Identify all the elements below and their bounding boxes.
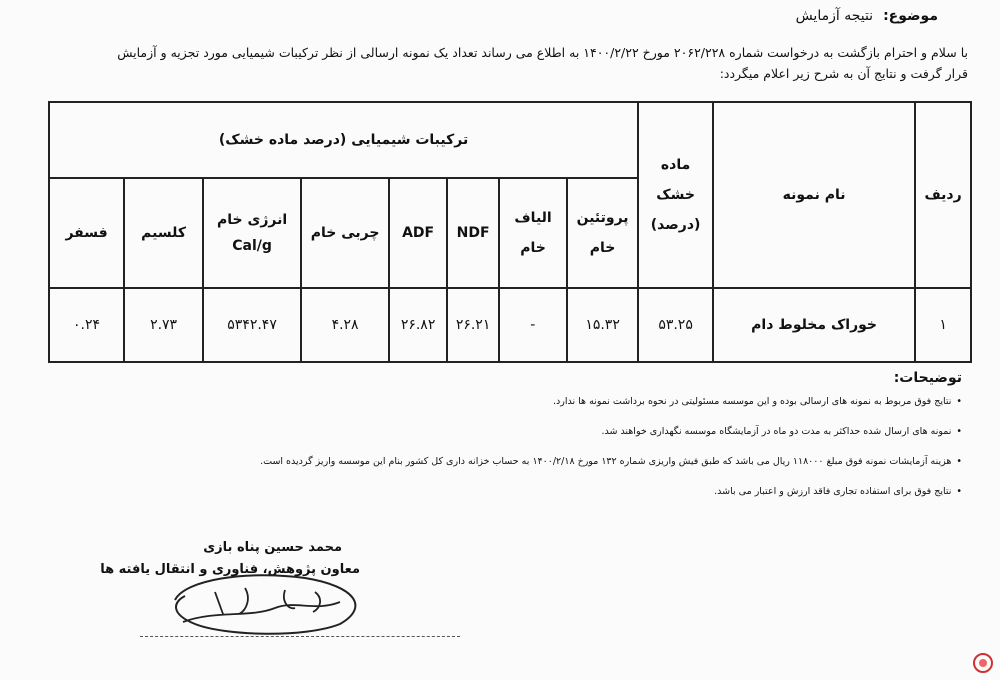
note-item: • نمونه های ارسال شده حداکثر به مدت دو ماه در آزمایشگاه موسسه نگهداری خواهند شد. <box>102 426 962 438</box>
results-table <box>48 101 972 363</box>
subject-value: نتیجه آزمایش <box>795 8 874 24</box>
cell-calcium: ۲.۷۳ <box>124 288 203 362</box>
notes-title: توضیحات: <box>893 370 962 386</box>
header-gross-energy <box>203 178 301 288</box>
note-item: • نتایج فوق مربوط به نمونه های ارسالی بوده و این موسسه مسئولیتی در نحوه برداشت نمونه ها ندارد. <box>102 396 962 408</box>
header-calcium: کلسیم <box>124 178 203 288</box>
cell-row-no: ۱ <box>915 288 971 362</box>
institute-logo-icon <box>972 652 994 674</box>
header-gross-energy-label: انرژی خام <box>217 212 288 228</box>
header-adf: ADF <box>389 178 447 288</box>
header-chemical-composition: ترکیبات شیمیایی (درصد ماده خشک) <box>49 102 638 178</box>
cell-adf: ۲۶.۸۲ <box>389 288 447 362</box>
notes-list <box>102 396 962 516</box>
cell-crude-fiber: - <box>499 288 567 362</box>
header-crude-fat: چربی خام <box>301 178 389 288</box>
handwritten-signature <box>155 552 385 642</box>
signature-baseline <box>140 636 460 637</box>
cell-gross-energy: ۵۳۴۲.۴۷ <box>203 288 301 362</box>
intro-line-2: قرار گرفت و نتایج آن به شرح زیر اعلام میگردد: <box>719 66 968 81</box>
subject-label: موضوع: <box>883 8 938 24</box>
header-phosphorus: فسفر <box>49 178 124 288</box>
header-row-no: ردیف <box>915 102 971 288</box>
header-crude-protein: پروتئین خام <box>567 178 638 288</box>
cell-sample-name: خوراک مخلوط دام <box>713 288 915 362</box>
signatory-name: محمد حسین پناه بازی <box>203 540 342 555</box>
header-crude-fiber: الیاف خام <box>499 178 567 288</box>
cell-dry-matter: ۵۳.۲۵ <box>638 288 713 362</box>
header-ndf: NDF <box>447 178 499 288</box>
header-gross-energy-unit: Cal/g <box>232 238 272 254</box>
cell-crude-fat: ۴.۲۸ <box>301 288 389 362</box>
intro-line-1: با سلام و احترام بازگشت به درخواست شماره ۲۰۶۲/۲۲۸ مورخ ۱۴۰۰/۲/۲۲ به اطلاع می رساند تعداد یک نمونه ارسالی از نظر ترکیبات شیمیایی مورد تجزیه و آزمایش <box>117 45 968 60</box>
header-sample-name: نام نمونه <box>713 102 915 288</box>
signatory-role: معاون پژوهش، فناوری و انتقال یافته ها <box>100 562 360 577</box>
table-row <box>49 288 971 362</box>
cell-ndf: ۲۶.۲۱ <box>447 288 499 362</box>
subject-line <box>796 8 938 24</box>
header-dry-matter: ماده خشک (درصد) <box>638 102 713 288</box>
note-item: • نتایج فوق برای استفاده تجاری فاقد ارزش و اعتبار می باشد. <box>102 486 962 498</box>
cell-phosphorus: ۰.۲۴ <box>49 288 124 362</box>
note-item: • هزینه آزمایشات نمونه فوق مبلغ ۱۱۸۰۰۰ ریال می باشد که طبق فیش واریزی شماره ۱۳۲ مورخ ۱۴۰۰/۲/۱۸ به حساب خزانه داری کل کشور بنام این موسسه واریز گردیده است. <box>102 456 962 468</box>
cell-crude-protein: ۱۵.۳۲ <box>567 288 638 362</box>
intro-paragraph <box>28 42 968 84</box>
